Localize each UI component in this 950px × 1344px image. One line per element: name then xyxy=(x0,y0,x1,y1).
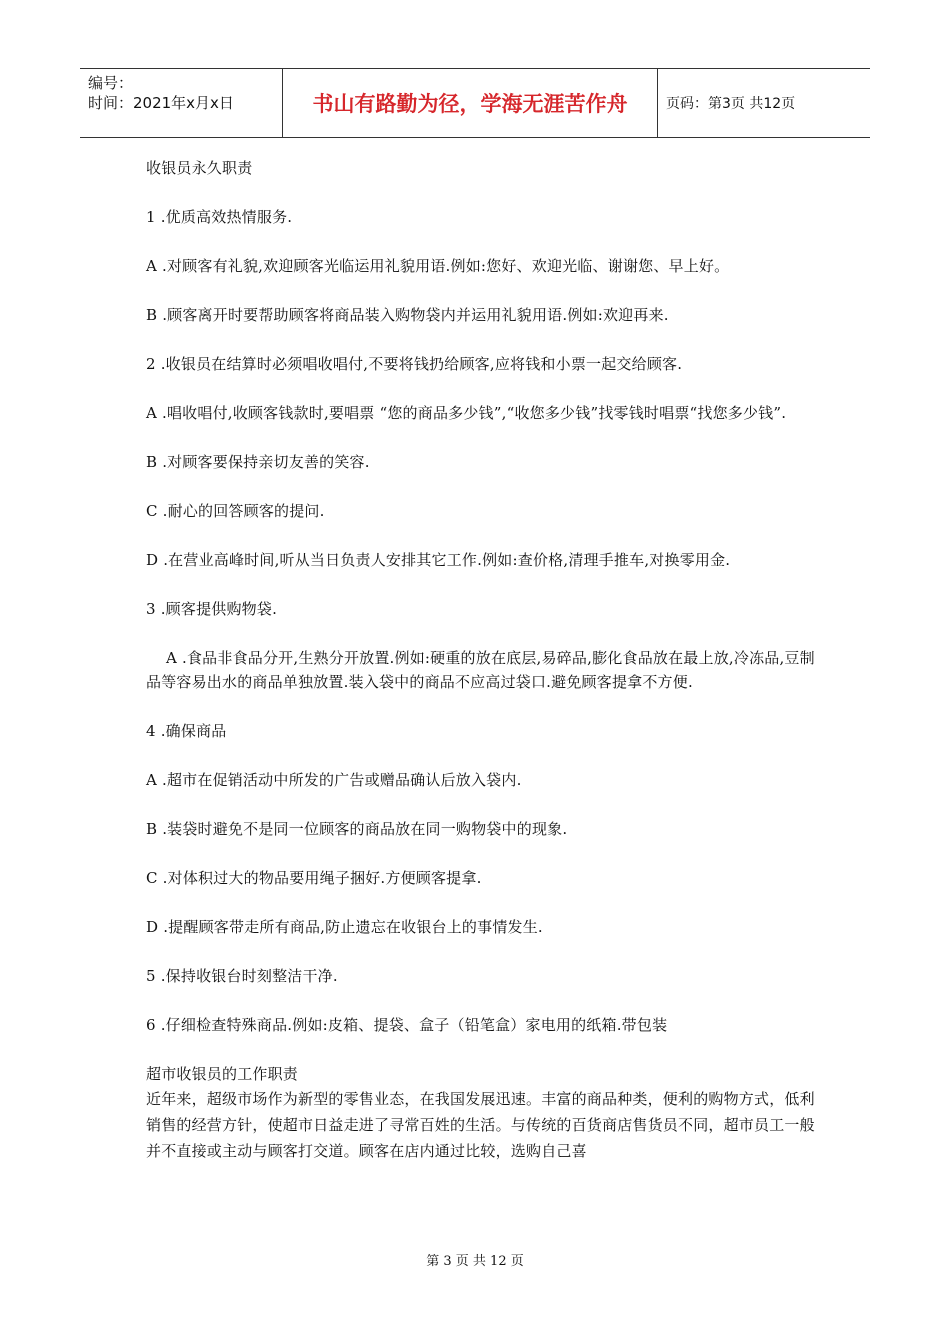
header-motto-cell xyxy=(283,69,658,137)
header-meta xyxy=(80,69,283,137)
paragraph: C .对体积过大的物品要用绳子捆好.方便顾客提拿. xyxy=(146,869,482,887)
section-title: 超市收银员的工作职责 xyxy=(146,1065,299,1083)
paragraph: 2 .收银员在结算时必须唱收唱付,不要将钱扔给顾客,应将钱和小票一起交给顾客. xyxy=(146,355,683,373)
header-page-info: 页码：第3页 共12页 xyxy=(666,96,796,112)
paragraph: A .唱收唱付,收顾客钱款时,要唱票 “您的商品多少钱”,“收您多少钱”找零钱时唱票“找您多少钱”. xyxy=(146,404,787,422)
header-motto: 书山有路勤为径，学海无涯苦作舟 xyxy=(312,92,628,116)
page-footer: 第 3 页 共 12 页 xyxy=(426,1254,524,1269)
paragraph: D .在营业高峰时间,听从当日负责人安排其它工作.例如:查价格,清理手推车,对换零用金. xyxy=(146,551,731,569)
paragraph: A .食品非食品分开,生熟分开放置.例如:硬重的放在底层,易碎品,膨化食品放在最上放,冷冻品,豆制品等容易出水的商品单独放置.装入袋中的商品不应高过袋口.避免顾客提拿不方便. xyxy=(146,649,815,691)
paragraph: 5 .保持收银台时刻整洁干净. xyxy=(146,967,338,985)
paragraph: B .对顾客要保持亲切友善的笑容. xyxy=(146,453,370,471)
page-header xyxy=(80,68,870,138)
paragraph: D .提醒顾客带走所有商品,防止遗忘在收银台上的事情发生. xyxy=(146,918,543,936)
paragraph: 1 .优质高效热情服务. xyxy=(146,208,293,226)
paragraph: B .顾客离开时要帮助顾客将商品装入购物袋内并运用礼貌用语.例如:欢迎再来. xyxy=(146,306,669,324)
doc-title: 收银员永久职责 xyxy=(146,159,253,177)
paragraph: A .对顾客有礼貌,欢迎顾客光临运用礼貌用语.例如:您好、欢迎光临、谢谢您、早上好。 xyxy=(146,257,730,275)
paragraph: A .超市在促销活动中所发的广告或赠品确认后放入袋内. xyxy=(146,771,522,789)
paragraph: 3 .顾客提供购物袋. xyxy=(146,600,278,618)
section-text: 近年来，超级市场作为新型的零售业态，在我国发展迅速。丰富的商品种类，便利的购物方式，低利销售的经营方针，使超市日益走进了寻常百姓的生活。与传统的百货商店售货员不同，超市员工一般并不直接或主动与顾客打交道。顾客在店内通过比较，选购自己喜 xyxy=(146,1090,815,1160)
serial-label: 编号： xyxy=(88,74,134,92)
paragraph: C .耐心的回答顾客的提问. xyxy=(146,502,325,520)
paragraph: 6 .仔细检查特殊商品.例如:皮箱、提袋、盒子（铅笔盒）家电用的纸箱.带包装 xyxy=(146,1016,668,1034)
paragraph: 4 .确保商品 xyxy=(146,722,227,740)
document-body xyxy=(146,156,816,1164)
paragraph: B .装袋时避免不是同一位顾客的商品放在同一购物袋中的现象. xyxy=(146,820,568,838)
date-label: 时间：2021年x月x日 xyxy=(88,94,234,112)
